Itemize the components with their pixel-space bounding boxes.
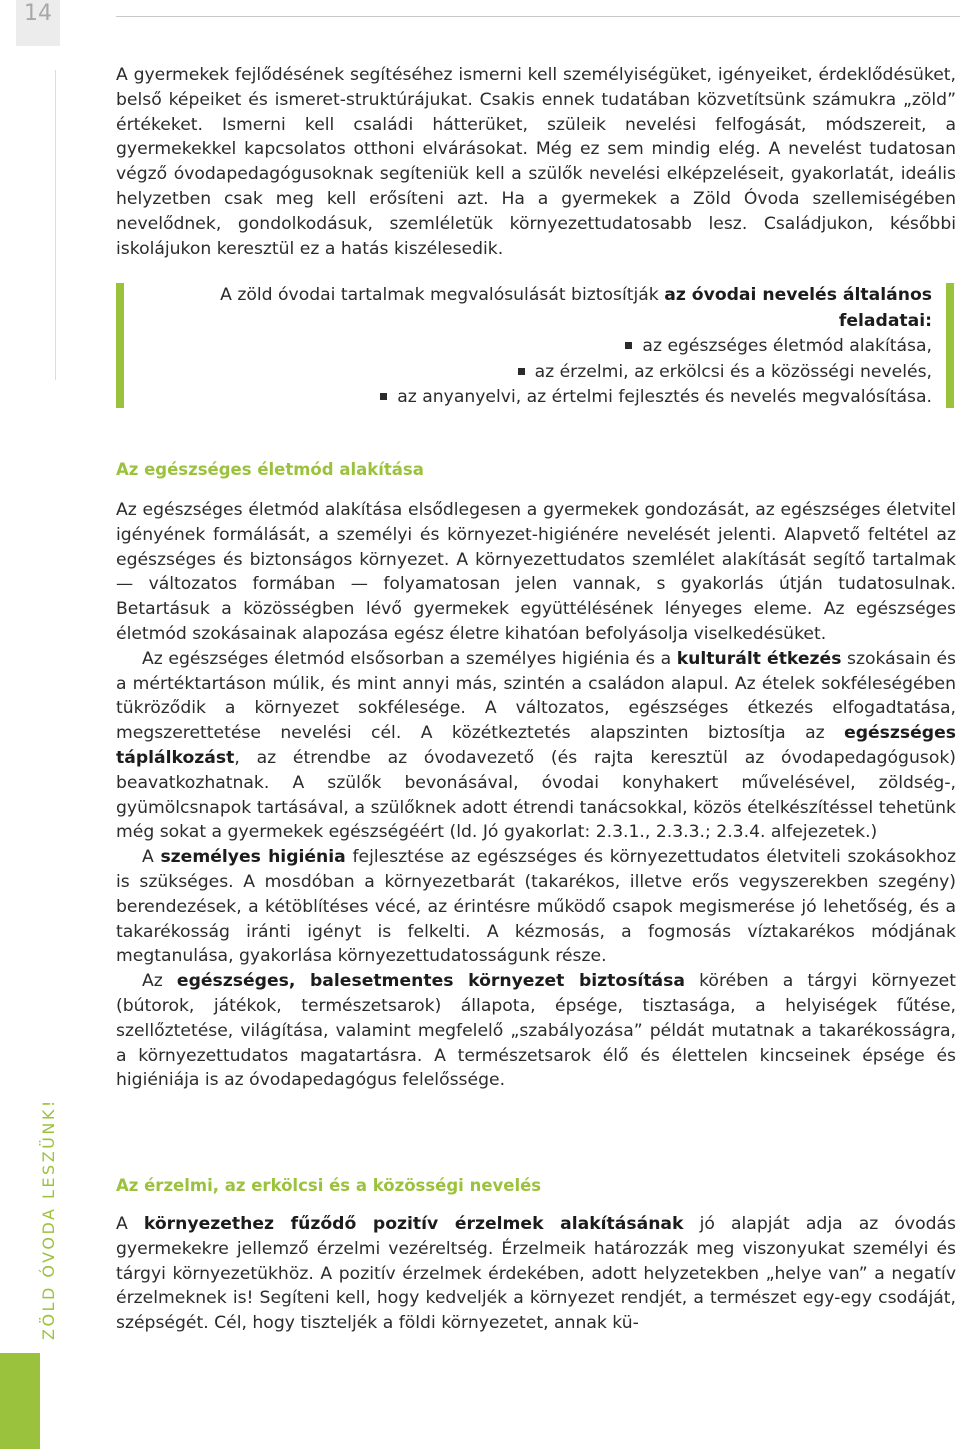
list-item: az anyanyelvi, az értelmi fejlesztés és nevelés megvalósítása.	[140, 385, 932, 411]
health-paragraph-4: Az egészséges, balesetmentes környezet biztosítása körében a tárgyi környezet (bútorok, játékok, természetsarok) állapota, épsége, tisztasága, a helyiségek fűtése, szellőztetése, világítása, valamint megfelelő „szabályozása” példát mutatnak a takarékosságra, a környezettudatos magatartásra. A természetsarok élő és élettelen kincseinek épsége és higiéniája is az óvodapedagógus felelőssége.	[116, 971, 956, 1091]
tasks-lead-bold: az óvodai nevelés általános	[664, 285, 932, 305]
tasks-lead: A zöld óvodai tartalmak megvalósulását biztosítják az óvodai nevelés általános	[220, 285, 932, 305]
intro-paragraph: A gyermekek fejlődésének segítéséhez ismerni kell személyiségüket, igényeiket, érdeklődésüket, belső képeiket és ismeret-struktúrájukat. Csakis ennek tudatában közvetítsünk számukra „zöld” értékeket. Ismerni kell családi hátterüket, szüleik nevelési felfogását, módszereit, a gyermekekkel kapcsolatos otthoni elvárásokat. Még ez sem mindig elég. A nevelést tudatosan végző óvodapedagógusoknak segíteniük kell a szülők nevelési elképzeléseit, gyakorlatát, ideális helyzetben csak meg kell erősíteni azt. Ha a gyermekek a Zöld Óvoda szellemiségében nevelődnek, gondolkodásuk, szemléletük környezettudatosabb lesz. Családjukon, későbbi iskolájukon keresztül ez a hatás kiszélesedik.	[116, 65, 956, 259]
list-item: az érzelmi, az erkölcsi és a közösségi nevelés,	[140, 360, 932, 386]
emotional-paragraph-1: A környezethez fűződő pozitív érzelmek alakításának jó alapját adja az óvodás gyermekekre jellemző érzelmi vezéreltség. Érzelmeik határozzák meg viszonyukat személyi és tárgyi környezetükhöz. A pozitív érzelmek érdekében, adott helyzetekben „helye van” a negatív érzelmeknek is! Segíteni kell, hogy kedveljék a környezet rendjét, a természet egy-egy csodáját, szépségét. Cél, hogy tiszteljék a földi környezetet, annak kü-	[116, 1214, 956, 1334]
bullet-icon	[625, 342, 632, 349]
box-right-bar	[946, 283, 954, 408]
section-heading-health: Az egészséges életmód alakítása	[116, 460, 424, 479]
box-left-bar	[116, 283, 124, 408]
page-number: 14	[16, 0, 60, 46]
health-paragraph-2: Az egészséges életmód elsősorban a személyes higiénia és a kulturált étkezés szokásain és a mértéktartáson múlik, és mint annyi más, szintén a családon alapul. Az ételek sokféleségében tükröződik a környezet sokfélesége. A változatos, egészséges étkezés elfogadtatása, megszerettetése nevelési cél. A közétkeztetés alapszinten biztosítja az egészséges táplálkozást, az étrendbe az óvodavezető (és rajta keresztül az óvodapedagógusok) beavatkozhatnak. A szülők bevonásával, óvodai konyhakert művelésével, zöldség-, gyümölcsnapok tartásával, a szülőknek adott étrendi tanácsokkal, közös ételkészítéssel tehetünk még sokat a gyermekek egészségéért (ld. Jó gyakorlat: 2.3.1., 2.3.3.; 2.3.4. alfejezetek.)	[116, 648, 956, 843]
margin-rule	[55, 70, 56, 380]
sidebar-accent-bar	[0, 1353, 40, 1449]
health-section	[116, 498, 956, 1093]
health-paragraph-1: Az egészséges életmód alakítása elsődlegesen a gyermekek gondozását, az egészséges életvitel igényének formálását, a személyi és környezet-higiénére nevelését jelenti. Alapvető feltétel az egészséges és biztonságos környezet. A környezettudatos szemlélet alakítását segítő tartalmak — változatos formában — folyamatosan jelen vannak, s gyakorlás útján tudatosulnak. Betartásuk a közösségben lévő gyermekek együttélésének lényeges eleme. Az egészséges életmód szokásainak alapozása egész életre kihatóan befolyásolja viselkedésüket.	[116, 500, 956, 644]
health-paragraph-3: A személyes higiénia fejlesztése az egészséges és környezettudatos életviteli szokásokhoz is szükséges. A mosdóban a környezetbarát (takarékos, illetve erős vegyszerekben szegény) berendezések, a kétöblítéses vécé, az érintésre működő csapok megismerése jó lehetőség, és a takarékosság iránti igényt is felkelti. A kézmosás, a fogmosás víztakarékos módjának megtanulása, gyakorlása környezettudatosságunk része.	[116, 847, 956, 967]
header-divider	[116, 16, 960, 17]
bullet-icon	[380, 393, 387, 400]
intro-section	[116, 63, 956, 261]
bullet-icon	[518, 368, 525, 375]
sidebar-title-text: ZÖLD ÓVODA LESZÜNK!	[39, 1098, 58, 1340]
list-item: az egészséges életmód alakítása,	[140, 334, 932, 360]
sidebar-title	[28, 1098, 58, 1340]
tasks-box	[140, 283, 932, 411]
tasks-lead-end: feladatai:	[838, 310, 932, 331]
section-heading-emotional: Az érzelmi, az erkölcsi és a közösségi nevelés	[116, 1176, 542, 1195]
emotional-section	[116, 1212, 956, 1336]
